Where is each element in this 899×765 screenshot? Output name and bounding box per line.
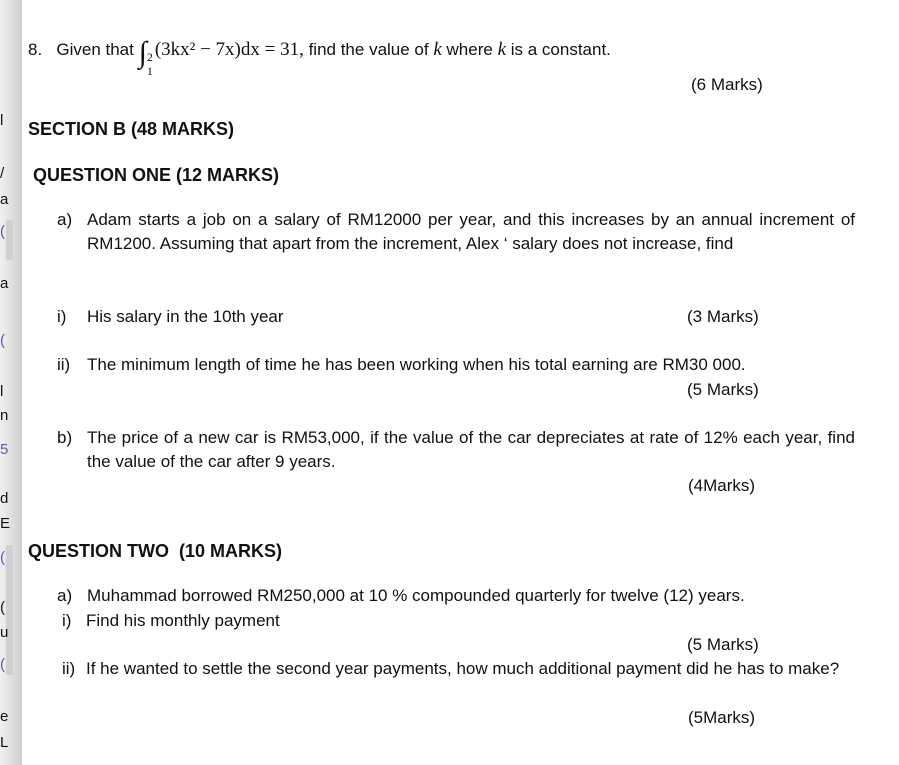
clipped-text-fragment: ( (0, 332, 5, 349)
question-one-heading: QUESTION ONE (12 MARKS) (33, 165, 280, 185)
clipped-text-fragment: / (0, 165, 5, 182)
q1-a-i-marks: (3 Marks) (687, 307, 759, 326)
q2-a-ii-marks: (5Marks) (688, 708, 756, 727)
question-lead: Given that (56, 40, 134, 59)
upper-limit: 2 (146, 50, 153, 64)
integral-result: = 31, (264, 39, 304, 60)
q1-part-a-text: Adam starts a job on a salary of RM12000 per year, and this increases by an annual increment of RM1200. Assuming that apart from the increment, Alex ‘ salary does not increase, find (87, 210, 855, 253)
question-tail: where (446, 40, 493, 59)
clipped-text-fragment: l (0, 383, 4, 400)
clipped-text-fragment: d (0, 490, 9, 507)
q1-a-ii-label: ii) (57, 355, 71, 374)
clipped-text-fragment: ( (0, 223, 5, 240)
section-b-heading: SECTION B (48 MARKS) (28, 119, 235, 139)
integral-sign: ∫ (138, 36, 147, 69)
clipped-text-fragment: l (0, 112, 4, 129)
q1-a-i-label: i) (57, 307, 67, 326)
q1-b-marks: (4Marks) (688, 476, 756, 495)
question-tail: find the value of (308, 40, 429, 59)
clipped-text-fragment: ( (0, 549, 5, 566)
clipped-text-fragment: u (0, 624, 9, 641)
q2-a-ii-text: If he wanted to settle the second year payments, how much additional payment did he has to make? (86, 659, 840, 678)
integral-limits (147, 50, 153, 78)
q2-part-a-label: a) (57, 586, 73, 605)
clipped-text-fragment: a (0, 275, 9, 292)
scroll-marker (6, 220, 13, 260)
integrand: (3kx² − 7x)dx (154, 39, 260, 60)
clipped-text-fragment: L (0, 734, 9, 751)
q2-a-i-text: Find his monthly payment (86, 611, 280, 630)
question-two-heading: QUESTION TWO (10 MARKS) (28, 541, 283, 561)
q1-part-a-label: a) (57, 210, 73, 229)
q1-part-b-text: The price of a new car is RM53,000, if the value of the car depreciates at rate of 12% each year, find the value of the car after 9 years. (87, 428, 855, 471)
lower-limit: 1 (146, 64, 153, 78)
q1-a-i-text: His salary in the 10th year (87, 307, 284, 326)
q1-part-b-label: b) (57, 428, 73, 447)
variable-k: k (433, 39, 442, 60)
q2-a-i-marks: (5 Marks) (687, 635, 759, 654)
question-8 (28, 36, 611, 78)
q2-a-i-label: i) (62, 611, 72, 630)
question-tail: is a constant. (510, 40, 611, 59)
clipped-text-fragment: e (0, 708, 9, 725)
question-8-marks: (6 Marks) (691, 75, 763, 94)
left-window-edge (0, 0, 22, 765)
clipped-text-fragment: ( (0, 656, 5, 673)
clipped-text-fragment: 5 (0, 441, 9, 458)
q2-a-ii-label: ii) (62, 659, 76, 678)
clipped-text-fragment: E (0, 515, 11, 532)
clipped-text-fragment: ( (0, 599, 5, 616)
clipped-text-fragment: n (0, 407, 9, 424)
q1-a-ii-text: The minimum length of time he has been working when his total earning are RM30 000. (87, 355, 746, 374)
question-number: 8. (28, 40, 43, 59)
q2-part-a-text: Muhammad borrowed RM250,000 at 10 % compounded quarterly for twelve (12) years. (87, 586, 745, 605)
q1-a-ii-marks: (5 Marks) (687, 380, 759, 399)
scroll-marker (6, 545, 13, 675)
variable-k: k (497, 39, 506, 60)
clipped-text-fragment: a (0, 191, 9, 208)
